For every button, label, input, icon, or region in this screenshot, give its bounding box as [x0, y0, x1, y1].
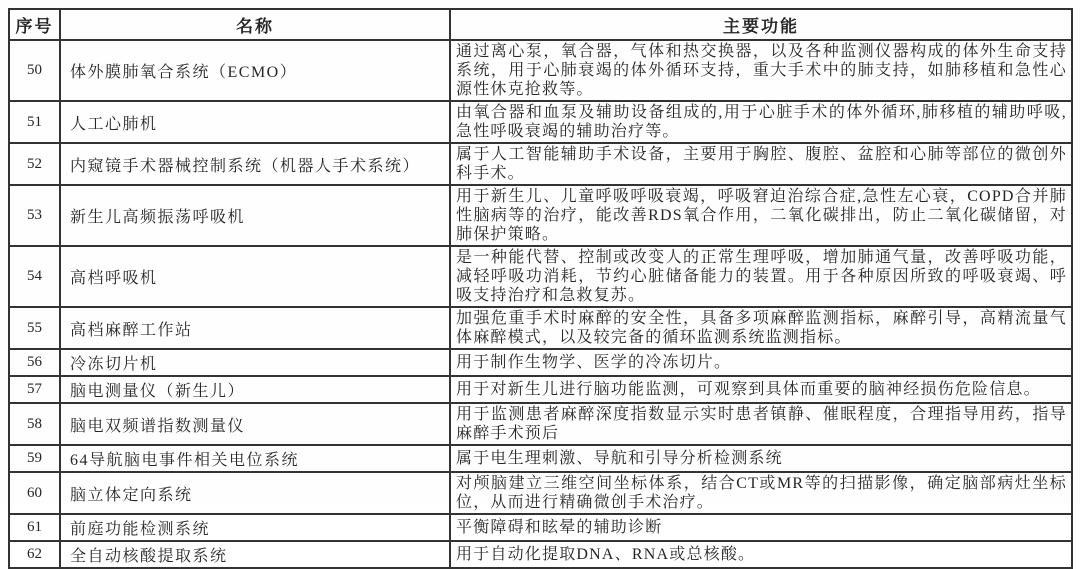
table-row [9, 403, 1072, 445]
row-number: 55 [9, 307, 60, 349]
device-function: 用于对新生儿进行脑功能监测，可观察到具体而重要的脑神经损伤危险信息。 [450, 376, 1072, 403]
row-number: 50 [9, 40, 60, 101]
device-name: 64导航脑电事件相关电位系统 [60, 445, 450, 472]
device-function: 用于监测患者麻醉深度指数显示实时患者镇静、催眠程度，合理指导用药，指导麻醉手术预后 [450, 403, 1072, 445]
row-number: 51 [9, 101, 60, 143]
device-name: 脑电双频谱指数测量仪 [60, 403, 450, 445]
equipment-table [8, 8, 1073, 569]
device-function: 是一种能代替、控制或改变人的正常生理呼吸，增加肺通气量，改善呼吸功能，减轻呼吸功消耗，节约心脏储备能力的装置。用于各种原因所致的呼吸衰竭、呼吸支持治疗和急救复苏。 [450, 246, 1072, 307]
device-function: 对颅脑建立三维空间坐标体系，结合CT或MR等的扫描影像，确定脑部病灶坐标位，从而进行精确微创手术治疗。 [450, 472, 1072, 514]
device-function: 由氧合器和血泵及辅助设备组成的,用于心脏手术的体外循环,肺移植的辅助呼吸,急性呼吸衰竭的辅助治疗等。 [450, 101, 1072, 143]
row-number: 60 [9, 472, 60, 514]
device-name: 人工心肺机 [60, 101, 450, 143]
device-name: 脑立体定向系统 [60, 472, 450, 514]
device-name: 新生儿高频振荡呼吸机 [60, 185, 450, 246]
table-row [9, 143, 1072, 185]
row-number: 58 [9, 403, 60, 445]
device-name: 前庭功能检测系统 [60, 514, 450, 541]
column-header-name: 名称 [60, 9, 450, 40]
table-row [9, 445, 1072, 472]
row-number: 52 [9, 143, 60, 185]
table-body [9, 40, 1072, 568]
table-row [9, 185, 1072, 246]
device-function: 用于制作生物学、医学的冷冻切片。 [450, 349, 1072, 376]
device-name: 体外膜肺氧合系统（ECMO） [60, 40, 450, 101]
table-row [9, 514, 1072, 541]
row-number: 53 [9, 185, 60, 246]
device-function: 通过离心泵，氧合器，气体和热交换器，以及各种监测仪器构成的体外生命支持系统，用于心肺衰竭的体外循环支持，重大手术中的肺支持，如肺移植和急性心源性休克抢救等。 [450, 40, 1072, 101]
device-function: 用于自动化提取DNA、RNA或总核酸。 [450, 541, 1072, 568]
header-row [9, 9, 1072, 40]
table-row [9, 307, 1072, 349]
device-function: 加强危重手术时麻醉的安全性，具备多项麻醉监测指标，麻醉引导，高精流量气体麻醉模式，以及较完备的循环监测系统监测指标。 [450, 307, 1072, 349]
device-name: 高档呼吸机 [60, 246, 450, 307]
table-row [9, 246, 1072, 307]
device-name: 冷冻切片机 [60, 349, 450, 376]
row-number: 61 [9, 514, 60, 541]
row-number: 56 [9, 349, 60, 376]
device-name: 内窥镜手术器械控制系统（机器人手术系统） [60, 143, 450, 185]
table-row [9, 349, 1072, 376]
device-name: 全自动核酸提取系统 [60, 541, 450, 568]
device-function: 属于人工智能辅助手术设备，主要用于胸腔、腹腔、盆腔和心肺等部位的微创外科手术。 [450, 143, 1072, 185]
table-row [9, 40, 1072, 101]
table-row [9, 101, 1072, 143]
table-row [9, 376, 1072, 403]
row-number: 54 [9, 246, 60, 307]
device-function: 用于新生儿、儿童呼吸呼吸衰竭，呼吸窘迫治综合症,急性左心衰，COPD合并肺性脑病等的治疗，能改善RDS氧合作用，二氧化碳排出，防止二氧化碳储留，对肺保护策略。 [450, 185, 1072, 246]
column-header-no: 序号 [9, 9, 60, 40]
column-header-func: 主要功能 [450, 9, 1072, 40]
table-header [9, 9, 1072, 40]
device-name: 脑电测量仪（新生儿） [60, 376, 450, 403]
device-function: 属于电生理刺激、导航和引导分析检测系统 [450, 445, 1072, 472]
table-row [9, 472, 1072, 514]
device-name: 高档麻醉工作站 [60, 307, 450, 349]
row-number: 59 [9, 445, 60, 472]
table-row [9, 541, 1072, 568]
device-function: 平衡障碍和眩晕的辅助诊断 [450, 514, 1072, 541]
row-number: 62 [9, 541, 60, 568]
row-number: 57 [9, 376, 60, 403]
